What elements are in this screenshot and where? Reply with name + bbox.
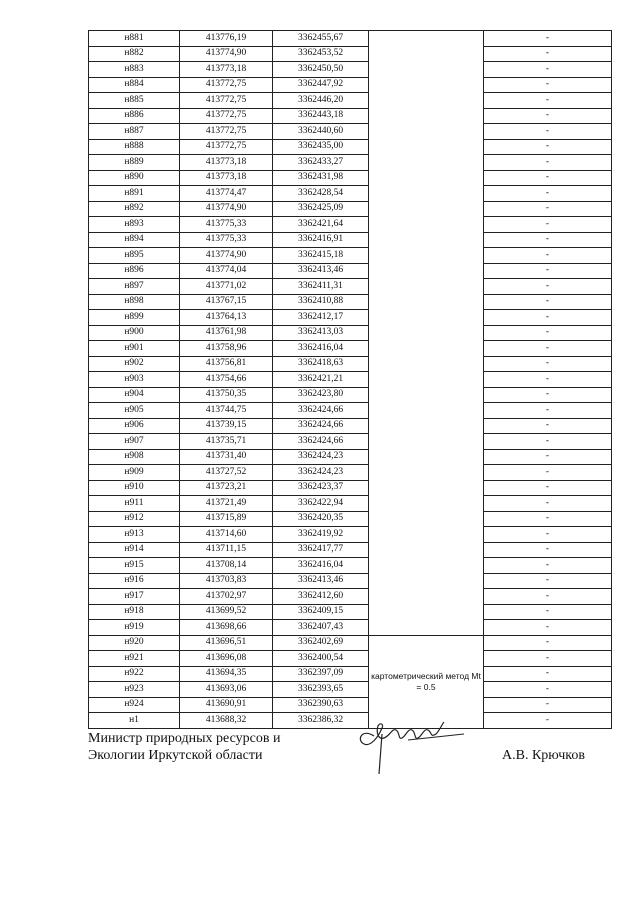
point-id-cell: н1 [89,713,180,729]
handwritten-signature [352,714,467,776]
point-id-cell: н910 [89,480,180,496]
y-coordinate-cell: 3362455,67 [273,31,369,47]
note-cell: - [484,697,612,713]
note-cell: - [484,139,612,155]
x-coordinate-cell: 413715,89 [180,511,273,527]
y-coordinate-cell: 3362435,00 [273,139,369,155]
y-coordinate-cell: 3362424,66 [273,434,369,450]
x-coordinate-cell: 413696,08 [180,651,273,667]
y-coordinate-cell: 3362416,04 [273,341,369,357]
table-row [89,713,612,729]
note-cell: - [484,527,612,543]
table-row [89,124,612,140]
note-cell: - [484,465,612,481]
point-id-cell: н894 [89,232,180,248]
note-cell: - [484,434,612,450]
x-coordinate-cell: 413721,49 [180,496,273,512]
coordinates-table [88,30,612,729]
table-row [89,77,612,93]
table-row [89,139,612,155]
x-coordinate-cell: 413756,81 [180,356,273,372]
table-row [89,511,612,527]
point-id-cell: н908 [89,449,180,465]
point-id-cell: н886 [89,108,180,124]
point-id-cell: н882 [89,46,180,62]
y-coordinate-cell: 3362417,77 [273,542,369,558]
point-id-cell: н921 [89,651,180,667]
x-coordinate-cell: 413774,04 [180,263,273,279]
table-row [89,248,612,264]
y-coordinate-cell: 3362412,17 [273,310,369,326]
note-cell: - [484,186,612,202]
table-row [89,217,612,233]
y-coordinate-cell: 3362428,54 [273,186,369,202]
point-id-cell: н896 [89,263,180,279]
table-row [89,403,612,419]
point-id-cell: н907 [89,434,180,450]
x-coordinate-cell: 413703,83 [180,573,273,589]
note-cell: - [484,542,612,558]
method-cell-group-2: картометрический метод Mt = 0.5 [369,635,484,728]
point-id-cell: н887 [89,124,180,140]
table-row [89,310,612,326]
x-coordinate-cell: 413708,14 [180,558,273,574]
table-row [89,418,612,434]
table-row [89,635,612,651]
note-cell: - [484,341,612,357]
coordinates-table-body [89,31,612,729]
point-id-cell: н883 [89,62,180,78]
table-row [89,31,612,47]
table-row [89,697,612,713]
note-cell: - [484,217,612,233]
point-id-cell: н920 [89,635,180,651]
point-id-cell: н916 [89,573,180,589]
table-row [89,372,612,388]
point-id-cell: н912 [89,511,180,527]
note-cell: - [484,170,612,186]
table-row [89,108,612,124]
y-coordinate-cell: 3362433,27 [273,155,369,171]
table-row [89,186,612,202]
note-cell: - [484,201,612,217]
table-row [89,93,612,109]
x-coordinate-cell: 413773,18 [180,62,273,78]
point-id-cell: н911 [89,496,180,512]
x-coordinate-cell: 413776,19 [180,31,273,47]
point-id-cell: н889 [89,155,180,171]
note-cell: - [484,620,612,636]
y-coordinate-cell: 3362386,32 [273,713,369,729]
x-coordinate-cell: 413772,75 [180,77,273,93]
minister-title-line-1: Министр природных ресурсов и [88,731,281,746]
point-id-cell: н901 [89,341,180,357]
point-id-cell: н922 [89,666,180,682]
point-id-cell: н881 [89,31,180,47]
note-cell: - [484,325,612,341]
y-coordinate-cell: 3362400,54 [273,651,369,667]
y-coordinate-cell: 3362407,43 [273,620,369,636]
point-id-cell: н903 [89,372,180,388]
y-coordinate-cell: 3362450,50 [273,62,369,78]
y-coordinate-cell: 3362424,23 [273,465,369,481]
point-id-cell: н884 [89,77,180,93]
x-coordinate-cell: 413750,35 [180,387,273,403]
x-coordinate-cell: 413698,66 [180,620,273,636]
point-id-cell: н891 [89,186,180,202]
note-cell: - [484,496,612,512]
y-coordinate-cell: 3362453,52 [273,46,369,62]
y-coordinate-cell: 3362424,66 [273,403,369,419]
table-row [89,527,612,543]
point-id-cell: н914 [89,542,180,558]
x-coordinate-cell: 413754,66 [180,372,273,388]
point-id-cell: н897 [89,279,180,295]
x-coordinate-cell: 413690,91 [180,697,273,713]
table-row [89,201,612,217]
note-cell: - [484,666,612,682]
note-cell: - [484,449,612,465]
table-row [89,480,612,496]
point-id-cell: н904 [89,387,180,403]
point-id-cell: н885 [89,93,180,109]
x-coordinate-cell: 413773,18 [180,170,273,186]
table-row [89,651,612,667]
y-coordinate-cell: 3362421,64 [273,217,369,233]
x-coordinate-cell: 413693,06 [180,682,273,698]
note-cell: - [484,418,612,434]
point-id-cell: н892 [89,201,180,217]
y-coordinate-cell: 3362425,09 [273,201,369,217]
note-cell: - [484,604,612,620]
table-row [89,558,612,574]
note-cell: - [484,310,612,326]
note-cell: - [484,480,612,496]
point-id-cell: н895 [89,248,180,264]
x-coordinate-cell: 413774,47 [180,186,273,202]
x-coordinate-cell: 413731,40 [180,449,273,465]
y-coordinate-cell: 3362440,60 [273,124,369,140]
table-row [89,170,612,186]
x-coordinate-cell: 413774,90 [180,248,273,264]
y-coordinate-cell: 3362447,92 [273,77,369,93]
note-cell: - [484,294,612,310]
table-row [89,387,612,403]
y-coordinate-cell: 3362412,60 [273,589,369,605]
note-cell: - [484,93,612,109]
table-row [89,465,612,481]
note-cell: - [484,558,612,574]
minister-title [88,730,280,764]
point-id-cell: н899 [89,310,180,326]
table-row [89,341,612,357]
x-coordinate-cell: 413694,35 [180,666,273,682]
note-cell: - [484,46,612,62]
note-cell: - [484,682,612,698]
x-coordinate-cell: 413773,18 [180,155,273,171]
table-row [89,666,612,682]
y-coordinate-cell: 3362413,03 [273,325,369,341]
note-cell: - [484,155,612,171]
y-coordinate-cell: 3362411,31 [273,279,369,295]
method-cell-group-1 [369,31,484,636]
y-coordinate-cell: 3362424,66 [273,418,369,434]
y-coordinate-cell: 3362409,15 [273,604,369,620]
point-id-cell: н893 [89,217,180,233]
table-row [89,573,612,589]
note-cell: - [484,77,612,93]
note-cell: - [484,651,612,667]
note-cell: - [484,356,612,372]
y-coordinate-cell: 3362393,65 [273,682,369,698]
note-cell: - [484,635,612,651]
x-coordinate-cell: 413774,90 [180,46,273,62]
point-id-cell: н900 [89,325,180,341]
point-id-cell: н917 [89,589,180,605]
y-coordinate-cell: 3362443,18 [273,108,369,124]
x-coordinate-cell: 413761,98 [180,325,273,341]
x-coordinate-cell: 413723,21 [180,480,273,496]
table-row [89,496,612,512]
point-id-cell: н906 [89,418,180,434]
x-coordinate-cell: 413772,75 [180,124,273,140]
note-cell: - [484,713,612,729]
note-cell: - [484,232,612,248]
table-row [89,263,612,279]
x-coordinate-cell: 413775,33 [180,217,273,233]
y-coordinate-cell: 3362422,94 [273,496,369,512]
y-coordinate-cell: 3362418,63 [273,356,369,372]
table-row [89,604,612,620]
x-coordinate-cell: 413772,75 [180,93,273,109]
point-id-cell: н905 [89,403,180,419]
x-coordinate-cell: 413711,15 [180,542,273,558]
table-row [89,434,612,450]
note-cell: - [484,589,612,605]
x-coordinate-cell: 413699,52 [180,604,273,620]
x-coordinate-cell: 413744,75 [180,403,273,419]
note-cell: - [484,403,612,419]
signer-name: А.В. Крючков [502,748,585,763]
x-coordinate-cell: 413702,97 [180,589,273,605]
note-cell: - [484,573,612,589]
y-coordinate-cell: 3362397,09 [273,666,369,682]
note-cell: - [484,62,612,78]
x-coordinate-cell: 413714,60 [180,527,273,543]
y-coordinate-cell: 3362446,20 [273,93,369,109]
note-cell: - [484,279,612,295]
table-row [89,542,612,558]
y-coordinate-cell: 3362416,04 [273,558,369,574]
table-row [89,682,612,698]
y-coordinate-cell: 3362415,18 [273,248,369,264]
note-cell: - [484,124,612,140]
x-coordinate-cell: 413739,15 [180,418,273,434]
x-coordinate-cell: 413727,52 [180,465,273,481]
y-coordinate-cell: 3362413,46 [273,263,369,279]
x-coordinate-cell: 413735,71 [180,434,273,450]
y-coordinate-cell: 3362410,88 [273,294,369,310]
x-coordinate-cell: 413772,75 [180,139,273,155]
x-coordinate-cell: 413688,32 [180,713,273,729]
point-id-cell: н913 [89,527,180,543]
table-row [89,620,612,636]
table-row [89,589,612,605]
x-coordinate-cell: 413764,13 [180,310,273,326]
y-coordinate-cell: 3362390,63 [273,697,369,713]
y-coordinate-cell: 3362421,21 [273,372,369,388]
y-coordinate-cell: 3362420,35 [273,511,369,527]
y-coordinate-cell: 3362431,98 [273,170,369,186]
table-row [89,155,612,171]
table-row [89,46,612,62]
point-id-cell: н909 [89,465,180,481]
note-cell: - [484,387,612,403]
x-coordinate-cell: 413767,15 [180,294,273,310]
y-coordinate-cell: 3362423,37 [273,480,369,496]
table-row [89,356,612,372]
table-row [89,232,612,248]
table-row [89,62,612,78]
note-cell: - [484,31,612,47]
y-coordinate-cell: 3362423,80 [273,387,369,403]
y-coordinate-cell: 3362419,92 [273,527,369,543]
y-coordinate-cell: 3362424,23 [273,449,369,465]
note-cell: - [484,372,612,388]
y-coordinate-cell: 3362413,46 [273,573,369,589]
point-id-cell: н902 [89,356,180,372]
x-coordinate-cell: 413771,02 [180,279,273,295]
x-coordinate-cell: 413774,90 [180,201,273,217]
point-id-cell: н924 [89,697,180,713]
x-coordinate-cell: 413772,75 [180,108,273,124]
point-id-cell: н898 [89,294,180,310]
note-cell: - [484,108,612,124]
table-row [89,279,612,295]
point-id-cell: н923 [89,682,180,698]
note-cell: - [484,248,612,264]
table-row [89,294,612,310]
point-id-cell: н888 [89,139,180,155]
y-coordinate-cell: 3362416,91 [273,232,369,248]
point-id-cell: н918 [89,604,180,620]
x-coordinate-cell: 413696,51 [180,635,273,651]
point-id-cell: н890 [89,170,180,186]
table-row [89,325,612,341]
note-cell: - [484,263,612,279]
x-coordinate-cell: 413775,33 [180,232,273,248]
note-cell: - [484,511,612,527]
minister-title-line-2: Экологии Иркутской области [88,748,263,763]
table-row [89,449,612,465]
point-id-cell: н919 [89,620,180,636]
point-id-cell: н915 [89,558,180,574]
y-coordinate-cell: 3362402,69 [273,635,369,651]
x-coordinate-cell: 413758,96 [180,341,273,357]
